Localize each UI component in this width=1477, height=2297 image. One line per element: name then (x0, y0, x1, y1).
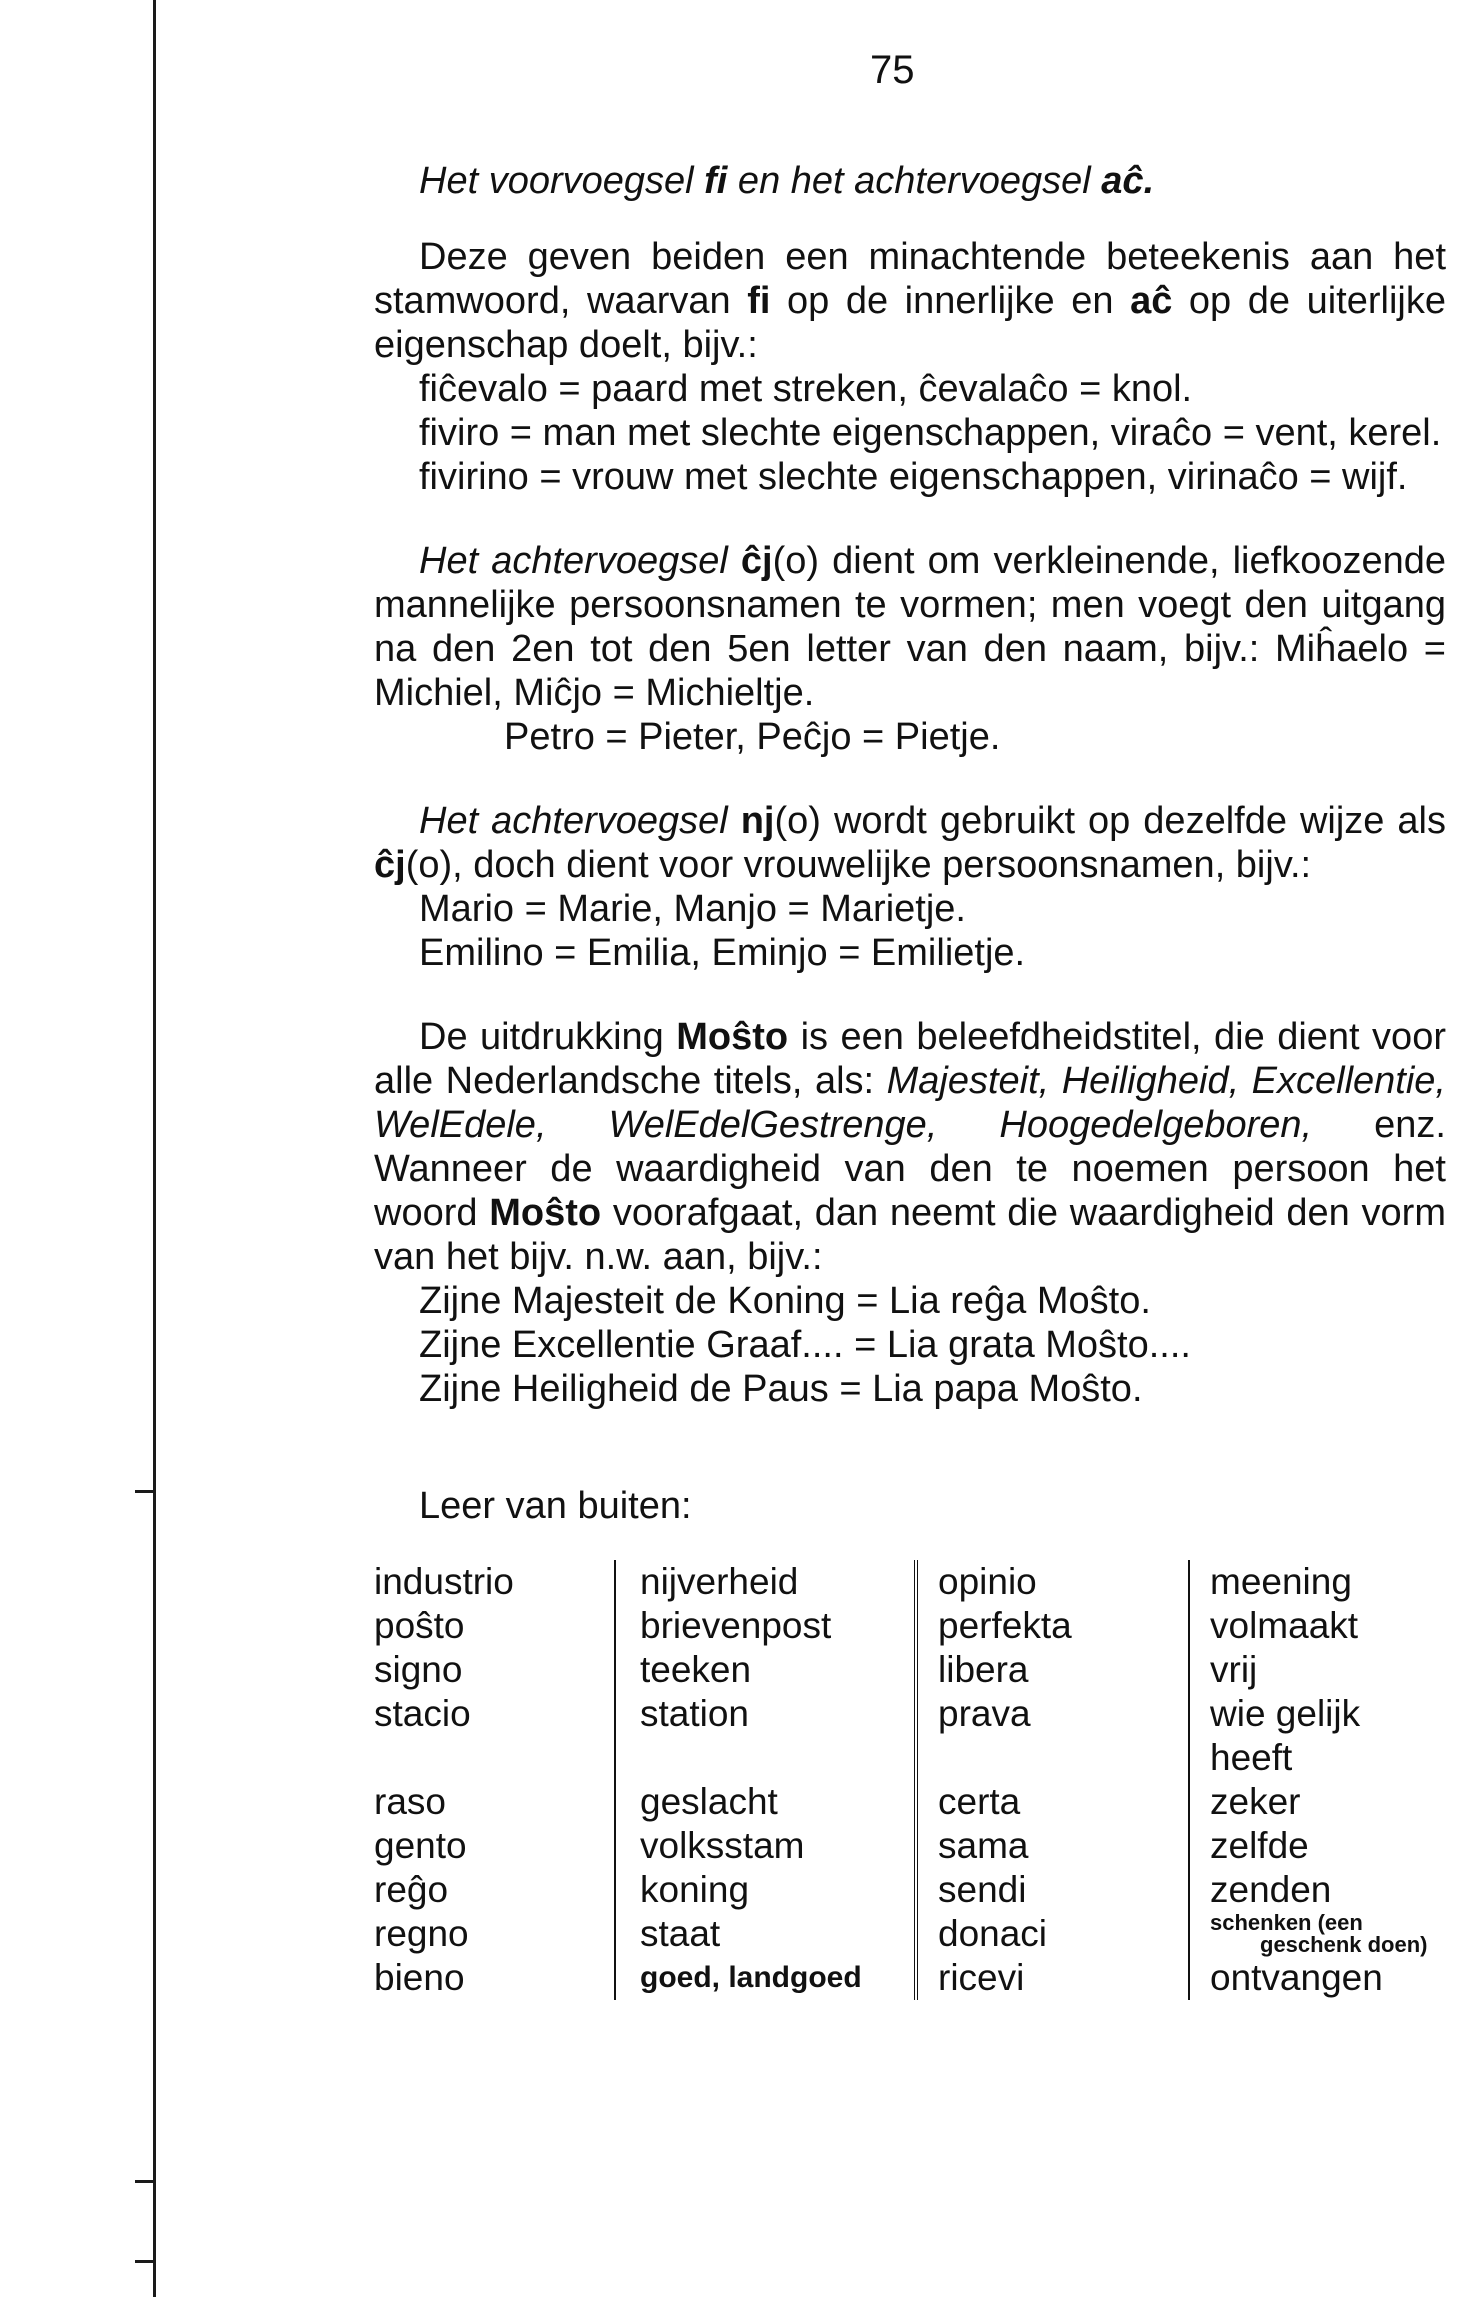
table-cell: teeken (615, 1648, 916, 1692)
example-line: Petro = Pieter, Peĉjo = Pietje. (504, 716, 1001, 758)
margin-tick (135, 1490, 153, 1493)
table-cell: wie gelijk heeft (1189, 1692, 1446, 1780)
paragraph: Deze geven beiden een minachtende beteekenis aan het stamwoord, waarvan fi op de innerlijke en aĉ op de uiterlijke eigenschap doelt, bijv.: (374, 236, 1446, 366)
paragraph: De uitdrukking Moŝto is een beleefdheidstitel, die dient voor alle Nederlandsche titels, als: Majesteit, Heiligheid, Excellentie, WelEdele, WelEdelGestrenge, Hoogedelgeboren, enz. Wanneer de waardigheid van den te noemen persoon het woord Moŝto voorafgaat, dan neemt die waardigheid den vorm van het bijv. n.w. aan, bijv.: (374, 1016, 1446, 1278)
table-cell: station (615, 1692, 916, 1780)
example-line: fivirino = vrouw met slechte eigenschappen, virinaĉo = wijf. (419, 456, 1408, 498)
table-cell: bieno (374, 1957, 465, 1998)
table-cell: volksstam (615, 1824, 916, 1868)
table-cell: poŝto (374, 1605, 465, 1646)
example-line: fiviro = man met slechte eigenschappen, viraĉo = vent, kerel. (419, 412, 1442, 454)
example-line: fiĉevalo = paard met streken, ĉevalaĉo = knol. (419, 368, 1193, 410)
example-line: Mario = Marie, Manjo = Marietje. (419, 888, 966, 930)
margin-tick (135, 2260, 153, 2263)
table-cell: reĝo (374, 1869, 449, 1910)
table-row (374, 1648, 1446, 1692)
table-cell: ontvangen (1189, 1956, 1446, 2000)
table-cell: zenden (1189, 1868, 1446, 1912)
table-row (374, 1604, 1446, 1648)
table-cell: volmaakt (1189, 1604, 1446, 1648)
margin-tick (135, 2180, 153, 2183)
table-cell: industrio (374, 1561, 514, 1602)
table-row (374, 1780, 1446, 1824)
table-cell: koning (615, 1868, 916, 1912)
table-cell: stacio (374, 1693, 471, 1734)
table-cell: regno (374, 1913, 469, 1954)
table-row (374, 1692, 1446, 1780)
example-line: Zijne Heiligheid de Paus = Lia papa Moŝto. (419, 1368, 1143, 1410)
table-row (374, 1868, 1446, 1912)
table-cell: opinio (916, 1560, 1189, 1604)
section-heading: Het voorvoegsel fi en het achtervoegsel aĉ. (419, 160, 1155, 202)
table-cell: brievenpost (615, 1604, 916, 1648)
table-cell: goed, landgoed (615, 1956, 916, 2000)
table-cell: perfekta (916, 1604, 1189, 1648)
table-cell: gento (374, 1825, 467, 1866)
example-line: Zijne Majesteit de Koning = Lia reĝa Moŝto. (419, 1280, 1151, 1322)
table-cell: prava (916, 1692, 1189, 1780)
table-row (374, 1824, 1446, 1868)
paragraph: Het achtervoegsel nj(o) wordt gebruikt op dezelfde wijze als ĉj(o), doch dient voor vrouwelijke persoonsnamen, bijv.: (374, 800, 1446, 886)
table-cell: ricevi (916, 1956, 1189, 2000)
paragraph: Het achtervoegsel ĉj(o) dient om verkleinende, liefkoozende mannelijke persoonsnamen te vormen; men voegt den uitgang na den 2en tot den 5en letter van den naam, bijv.: Miĥaelo = Michiel, Miĉjo = Michieltje. (374, 540, 1446, 714)
table-cell: zelfde (1189, 1824, 1446, 1868)
table-cell: geslacht (615, 1780, 916, 1824)
table-cell: libera (916, 1648, 1189, 1692)
table-cell: staat (615, 1912, 916, 1956)
margin-line (153, 0, 156, 2297)
table-cell: sendi (916, 1868, 1189, 1912)
table-cell: schenken (een geschenk doen) (1189, 1912, 1446, 1956)
table-cell: vrij (1189, 1648, 1446, 1692)
table-cell: signo (374, 1649, 463, 1690)
page-number: 75 (870, 48, 915, 92)
table-cell: donaci (916, 1912, 1189, 1956)
table-cell: sama (916, 1824, 1189, 1868)
page-content (374, 160, 1446, 2000)
table-row (374, 1956, 1446, 2000)
example-line: Emilino = Emilia, Eminjo = Emilietje. (419, 932, 1026, 974)
vocab-heading: Leer van buiten: (419, 1485, 692, 1527)
table-row (374, 1560, 1446, 1604)
vocab-table (374, 1560, 1446, 2000)
example-line: Zijne Excellentie Graaf.... = Lia grata Moŝto.... (419, 1324, 1191, 1366)
table-cell: zeker (1189, 1780, 1446, 1824)
table-cell: meening (1189, 1560, 1446, 1604)
table-cell: certa (916, 1780, 1189, 1824)
table-cell: raso (374, 1781, 446, 1822)
table-cell: nijverheid (615, 1560, 916, 1604)
table-row (374, 1912, 1446, 1956)
